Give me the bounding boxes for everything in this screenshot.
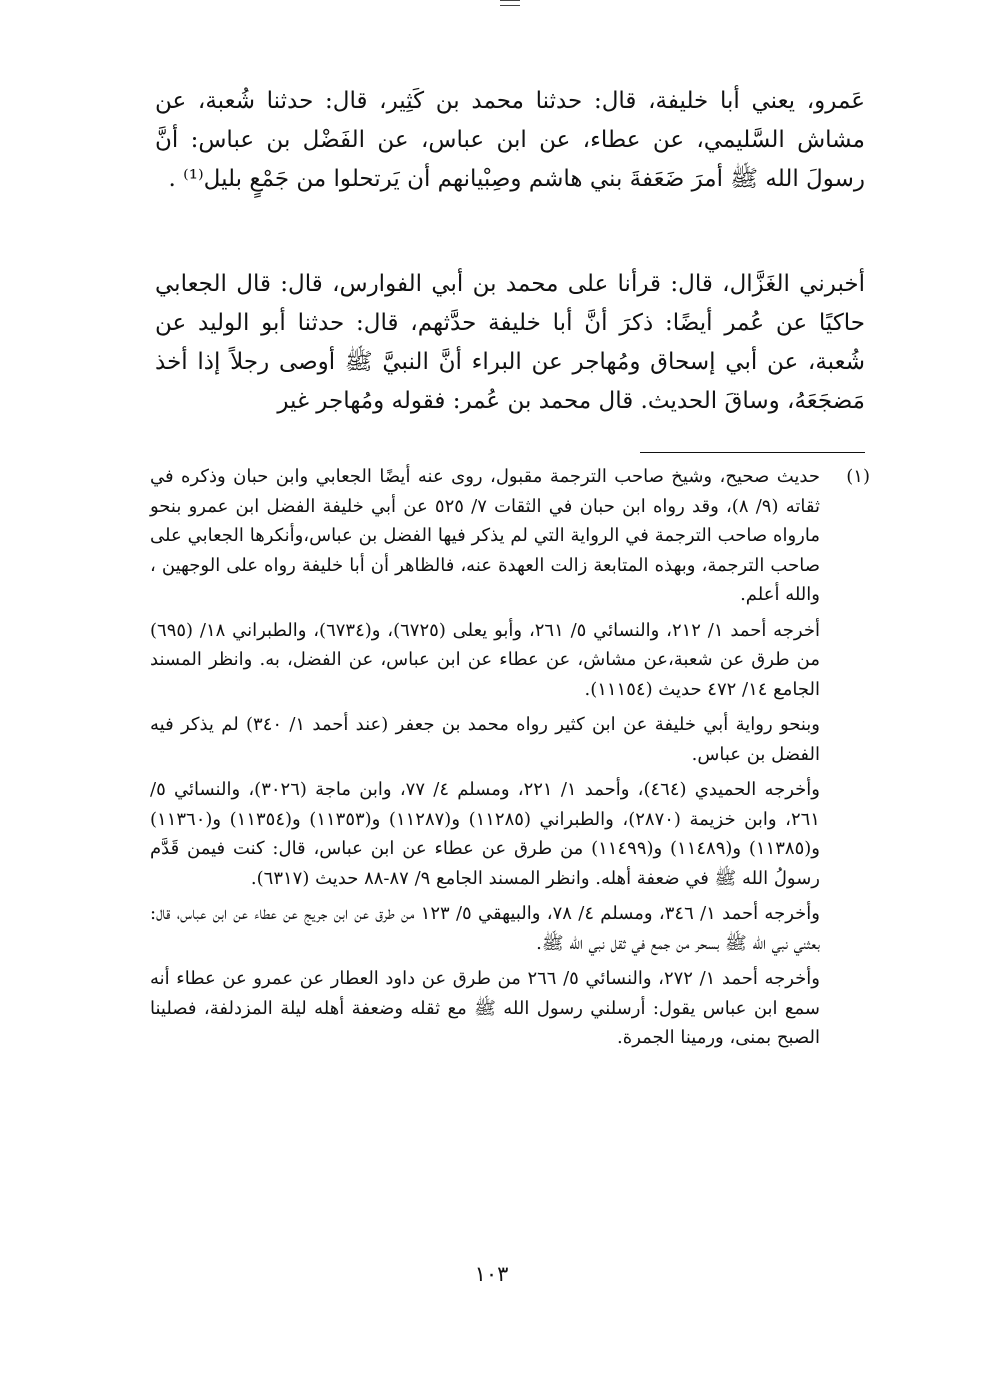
main-paragraph-2: أخبرني الغَزَّال، قال: قرأنا على محمد بن أبي الفوارس، قال: قال الجعابي حاكيًا عن عُمر أيضًا: ذكرَ أنَّ أبا خليفة حدَّثهم، قال: حدثنا أبو الوليد عن شُعبة، عن أبي إسحاق ومُهاجر عن البراء أنَّ النبيَّ ﷺ أوصى رجلاً إذا أخذ مَضجَعَهُ، وساقَ الحديث. قال محمد بن عُمر: فقوله ومُهاجر غير bbox=[155, 271, 865, 414]
footnotes-section bbox=[150, 462, 870, 1059]
top-mark bbox=[500, 0, 520, 6]
footnote-paragraph: أخرجه أحمد ١/ ٢١٢، والنسائي ٥/ ٢٦١، وأبو يعلى (٦٧٢٥)، و(٦٧٣٤)، والطبراني ١٨/ (٦٩٥) من طرق عن شعبة،عن مشاش، عن عطاء عن ابن عباس، عن الفضل، به. وانظر المسند الجامع ١٤/ ٤٧٢ حديث (١١١٥٤). bbox=[150, 619, 820, 700]
footnote-paragraph: وأخرجه أحمد ١/ ٣٤٦، ومسلم ٤/ ٧٨، والبيهقي ٥/ ١٢٣ من طرق عن ابن جريج عن عطاء عن ابن عباس، قال: بعثني نبي الله ﷺ بسحر من جمع في ثقل نبي الله ﷺ. bbox=[150, 903, 820, 954]
footnote-body bbox=[150, 462, 820, 1059]
footnote-1 bbox=[150, 462, 870, 1059]
footnote-paragraph: حديث صحيح، وشيخ صاحب الترجمة مقبول، روى عنه أيضًا الجعابي وابن حبان وذكره في ثقاته (٩/ ٨)، وقد رواه ابن حبان في الثقات ٧/ ٥٢٥ عن أبي خليفة الفضل ابن عمرو بنحو مارواه صاحب الترجمة في الرواية التي لم يذكر فيها الفضل بن عباس،وأنكرها الجعابي على صاحب الترجمة، وبهذه المتابعة زالت العهدة عنه، فالظاهر أن أبا خليفة رواه على الوجهين ، والله أعلم. bbox=[150, 466, 820, 605]
footnote-paragraph: وأخرجه الحميدي (٤٦٤)، وأحمد ١/ ٢٢١، ومسلم ٤/ ٧٧، وابن ماجة (٣٠٢٦)، والنسائي ٥/ ٢٦١، وابن خزيمة (٢٨٧٠)، والطبراني (١١٢٨٥) و(١١٢٨٧) و(١١٣٥٣) و(١١٣٥٤) و(١١٣٦٠) و(١١٣٨٥) و(١١٤٨٩) و(١١٤٩٩) من طرق عن عطاء عن ابن عباس، قال: كنت فيمن قَدَّم رسولُ الله ﷺ في ضعفة أهله. وانظر المسند الجامع ٩/ ٨٧-٨٨ حديث (٦٣١٧). bbox=[150, 779, 821, 889]
main-paragraph-1: عَمرو، يعني أبا خليفة، قال: حدثنا محمد بن كَثِير، قال: حدثنا شُعبة، عن مشاش السَّليمي، عن عطاء، عن ابن عباس، عن الفَضْل بن عباس: أنَّ رسولَ الله ﷺ أمرَ ضَعَفةَ بني هاشم وصِبْيانهم أن يَرتحلوا من جَمْعٍ بليل⁽¹⁾ . bbox=[155, 88, 865, 192]
footnote-paragraph: وأخرجه أحمد ١/ ٢٧٢، والنسائي ٥/ ٢٦٦ من طرق عن داود العطار عن عمرو عن عطاء أنه سمع ابن عباس يقول: أرسلني رسول الله ﷺ مع ثقله وضعفة أهله ليلة المزدلفة، فصلينا الصبح بمنى، ورمينا الجمرة. bbox=[150, 968, 820, 1048]
footnote-marker: (١) bbox=[846, 466, 870, 487]
page-number: ١٠٣ bbox=[474, 1262, 509, 1286]
footnote-paragraph: وبنحو رواية أبي خليفة عن ابن كثير رواه محمد بن جعفر (عند أحمد ١/ ٣٤٠) لم يذكر فيه الفضل بن عباس. bbox=[150, 714, 820, 765]
footnote-separator bbox=[640, 452, 865, 453]
